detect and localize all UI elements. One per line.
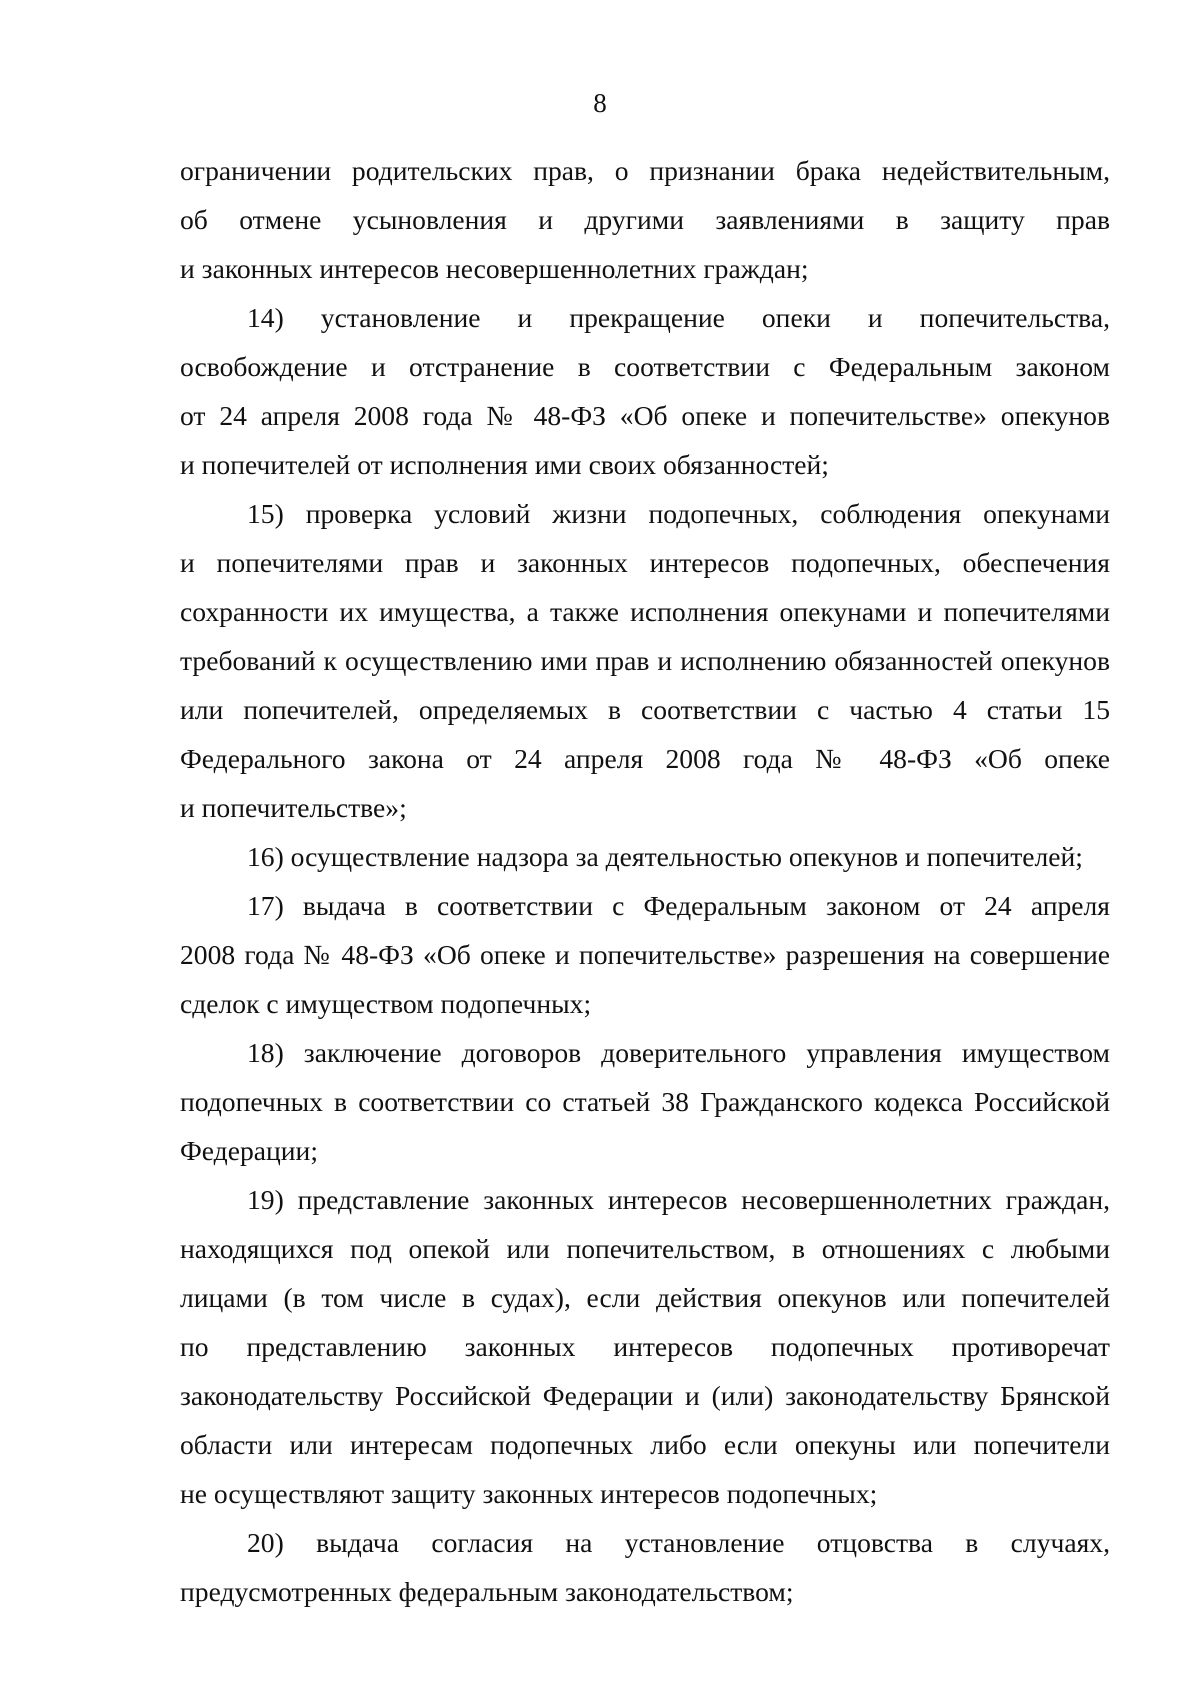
text-line: 18) заключение договоров доверительного управления имуществом — [247, 1037, 1110, 1068]
list-item-19 — [180, 1175, 1110, 1518]
text-line: и попечителями прав и законных интересов подопечных, обеспечения — [180, 547, 1110, 578]
text-line: 19) представление законных интересов несовершеннолетних граждан, — [247, 1184, 1110, 1215]
text-line: 15) проверка условий жизни подопечных, соблюдения опекунами — [247, 498, 1110, 529]
text-line: законодательству Российской Федерации и (или) законодательству Брянской — [180, 1380, 1110, 1411]
text-line: предусмотренных федеральным законодательством; — [180, 1576, 794, 1607]
text-line: от 24 апреля 2008 года № 48-ФЗ «Об опеке и попечительстве» опекунов — [180, 400, 1110, 431]
text-line: и попечителей от исполнения ими своих обязанностей; — [180, 449, 829, 480]
list-item-17 — [180, 881, 1110, 1028]
text-line: 17) выдача в соответствии с Федеральным законом от 24 апреля — [247, 890, 1110, 921]
text-line: требований к осуществлению ими прав и исполнению обязанностей опекунов — [180, 645, 1110, 676]
list-item-16 — [180, 832, 1110, 881]
text-line: лицами (в том числе в судах), если действия опекунов или попечителей — [180, 1282, 1110, 1313]
text-line: освобождение и отстранение в соответствии с Федеральным законом — [180, 351, 1110, 382]
text-line: области или интересам подопечных либо если опекуны или попечители — [180, 1429, 1110, 1460]
text-line: подопечных в соответствии со статьей 38 Гражданского кодекса Российской — [180, 1086, 1110, 1117]
list-item-14 — [180, 293, 1110, 489]
page-number: 8 — [593, 88, 607, 118]
text-line: и попечительстве»; — [180, 792, 407, 823]
document-body — [180, 146, 1110, 1616]
text-line: находящихся под опекой или попечительством, в отношениях с любыми — [180, 1233, 1110, 1264]
text-line: по представлению законных интересов подопечных противоречат — [180, 1331, 1110, 1362]
text-line: сделок с имуществом подопечных; — [180, 988, 592, 1019]
text-line: сохранности их имущества, а также исполнения опекунами и попечителями — [180, 596, 1110, 627]
list-item-20 — [180, 1518, 1110, 1616]
text-line: 20) выдача согласия на установление отцовства в случаях, — [247, 1527, 1110, 1558]
text-line: ограничении родительских прав, о признании брака недействительным, — [180, 155, 1110, 186]
list-item-18 — [180, 1028, 1110, 1175]
text-line: не осуществляют защиту законных интересов подопечных; — [180, 1478, 878, 1509]
text-line: 14) установление и прекращение опеки и попечительства, — [247, 302, 1110, 333]
text-line: или попечителей, определяемых в соответствии с частью 4 статьи 15 — [180, 694, 1110, 725]
text-line: и законных интересов несовершеннолетних граждан; — [180, 253, 809, 284]
text-line: 2008 года № 48-ФЗ «Об опеке и попечительстве» разрешения на совершение — [180, 939, 1110, 970]
text-line: Федерации; — [180, 1135, 318, 1166]
text-line: Федерального закона от 24 апреля 2008 года № 48-ФЗ «Об опеке — [180, 743, 1110, 774]
list-item-15 — [180, 489, 1110, 832]
text-line: об отмене усыновления и другими заявлениями в защиту прав — [180, 204, 1110, 235]
text-line: 16) осуществление надзора за деятельностью опекунов и попечителей; — [247, 841, 1083, 872]
paragraph-continuation — [180, 146, 1110, 293]
